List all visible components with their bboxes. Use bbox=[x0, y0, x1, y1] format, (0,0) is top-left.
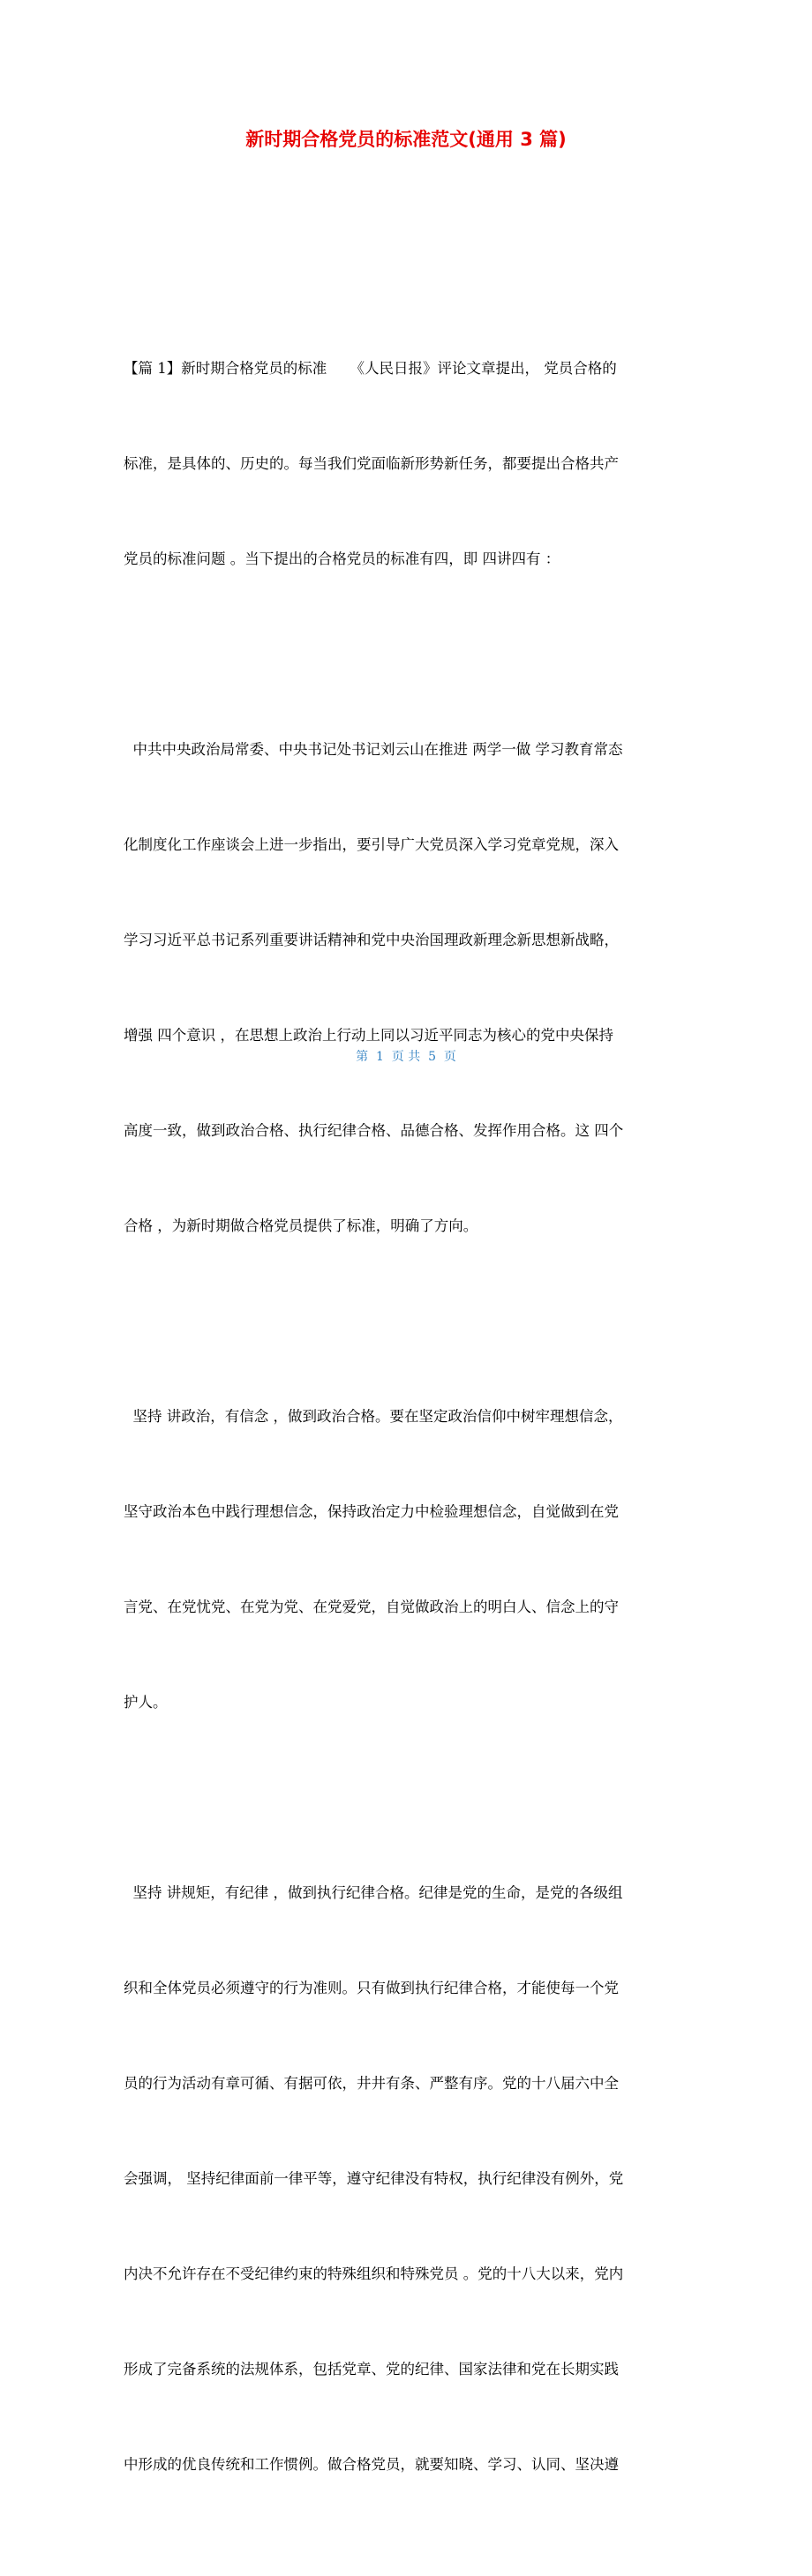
text-line: 会强调， 坚持纪律面前一律平等，遵守纪律没有特权，执行纪律没有例外，党 bbox=[124, 2170, 624, 2187]
text-line: 织和全体党员必须遵守的行为准则。只有做到执行纪律合格，才能使每一个党 bbox=[124, 1980, 619, 1996]
text-line: 坚守政治本色中践行理想信念，保持政治定力中检验理想信念，自觉做到在党 bbox=[124, 1503, 619, 1520]
text-line: 内决不允许存在不受纪律约束的特殊组织和特殊党员 。党的十八大以来，党内 bbox=[124, 2265, 624, 2282]
text-line: 学习习近平总书记系列重要讲话精神和党中央治国理政新理念新思想新战略， bbox=[124, 932, 619, 948]
text-line: 形成了完备系统的法规体系，包括党章、党的纪律、国家法律和党在长期实践 bbox=[124, 2361, 619, 2378]
text-line: 高度一致，做到政治合格、执行纪律合格、品德合格、发挥作用合格。这 四个 bbox=[124, 1122, 624, 1139]
text-line: 党员的标准问题 。当下提出的合格党员的标准有四，即 四讲四有 ： bbox=[124, 550, 560, 567]
text-line: 【篇 1】新时期合格党员的标准 《人民日报》评论文章提出， 党员合格的 bbox=[124, 360, 617, 377]
paragraph-2 bbox=[124, 670, 688, 1306]
paragraph-1 bbox=[124, 289, 688, 639]
text-line: 标准，是具体的、历史的。每当我们党面临新形势新任务，都要提出合格共产 bbox=[124, 455, 619, 472]
text-line: 坚持 讲规矩，有纪律 ，做到执行纪律合格。纪律是党的生命，是党的各级组 bbox=[124, 1884, 623, 1901]
text-line: 中共中央政治局常委、中央书记处书记刘云山在推进 两学一做 学习教育常态 bbox=[124, 741, 623, 758]
document-title: 新时期合格党员的标准范文(通用 3 篇) bbox=[245, 129, 567, 150]
text-line: 中形成的优良传统和工作惯例。做合格党员，就要知晓、学习、认同、坚决遵 bbox=[124, 2456, 619, 2473]
paragraph-3 bbox=[124, 1337, 688, 1782]
text-line: 增强 四个意识 ，在思想上政治上行动上同以习近平同志为核心的党中央保持 bbox=[124, 1027, 613, 1044]
text-line: 坚持 讲政治，有信念 ，做到政治合格。要在坚定政治信仰中树牢理想信念， bbox=[124, 1408, 623, 1425]
text-line: 员的行为活动有章可循、有据可依，井井有条、严整有序。党的十八届六中全 bbox=[124, 2075, 619, 2092]
text-line: 言党、在党忧党、在党为党、在党爱党，自觉做政治上的明白人、信念上的守 bbox=[124, 1599, 619, 1615]
text-line: 护人。 bbox=[124, 1694, 168, 1711]
page-number-footer: 第 1 页 共 5 页 bbox=[356, 1050, 456, 1064]
text-line: 合格 ，为新时期做合格党员提供了标准，明确了方向。 bbox=[124, 1217, 478, 1234]
paragraph-4 bbox=[124, 1814, 688, 2544]
text-line: 化制度化工作座谈会上进一步指出，要引导广大党员深入学习党章党规，深入 bbox=[124, 836, 619, 853]
document-body bbox=[124, 289, 688, 2576]
